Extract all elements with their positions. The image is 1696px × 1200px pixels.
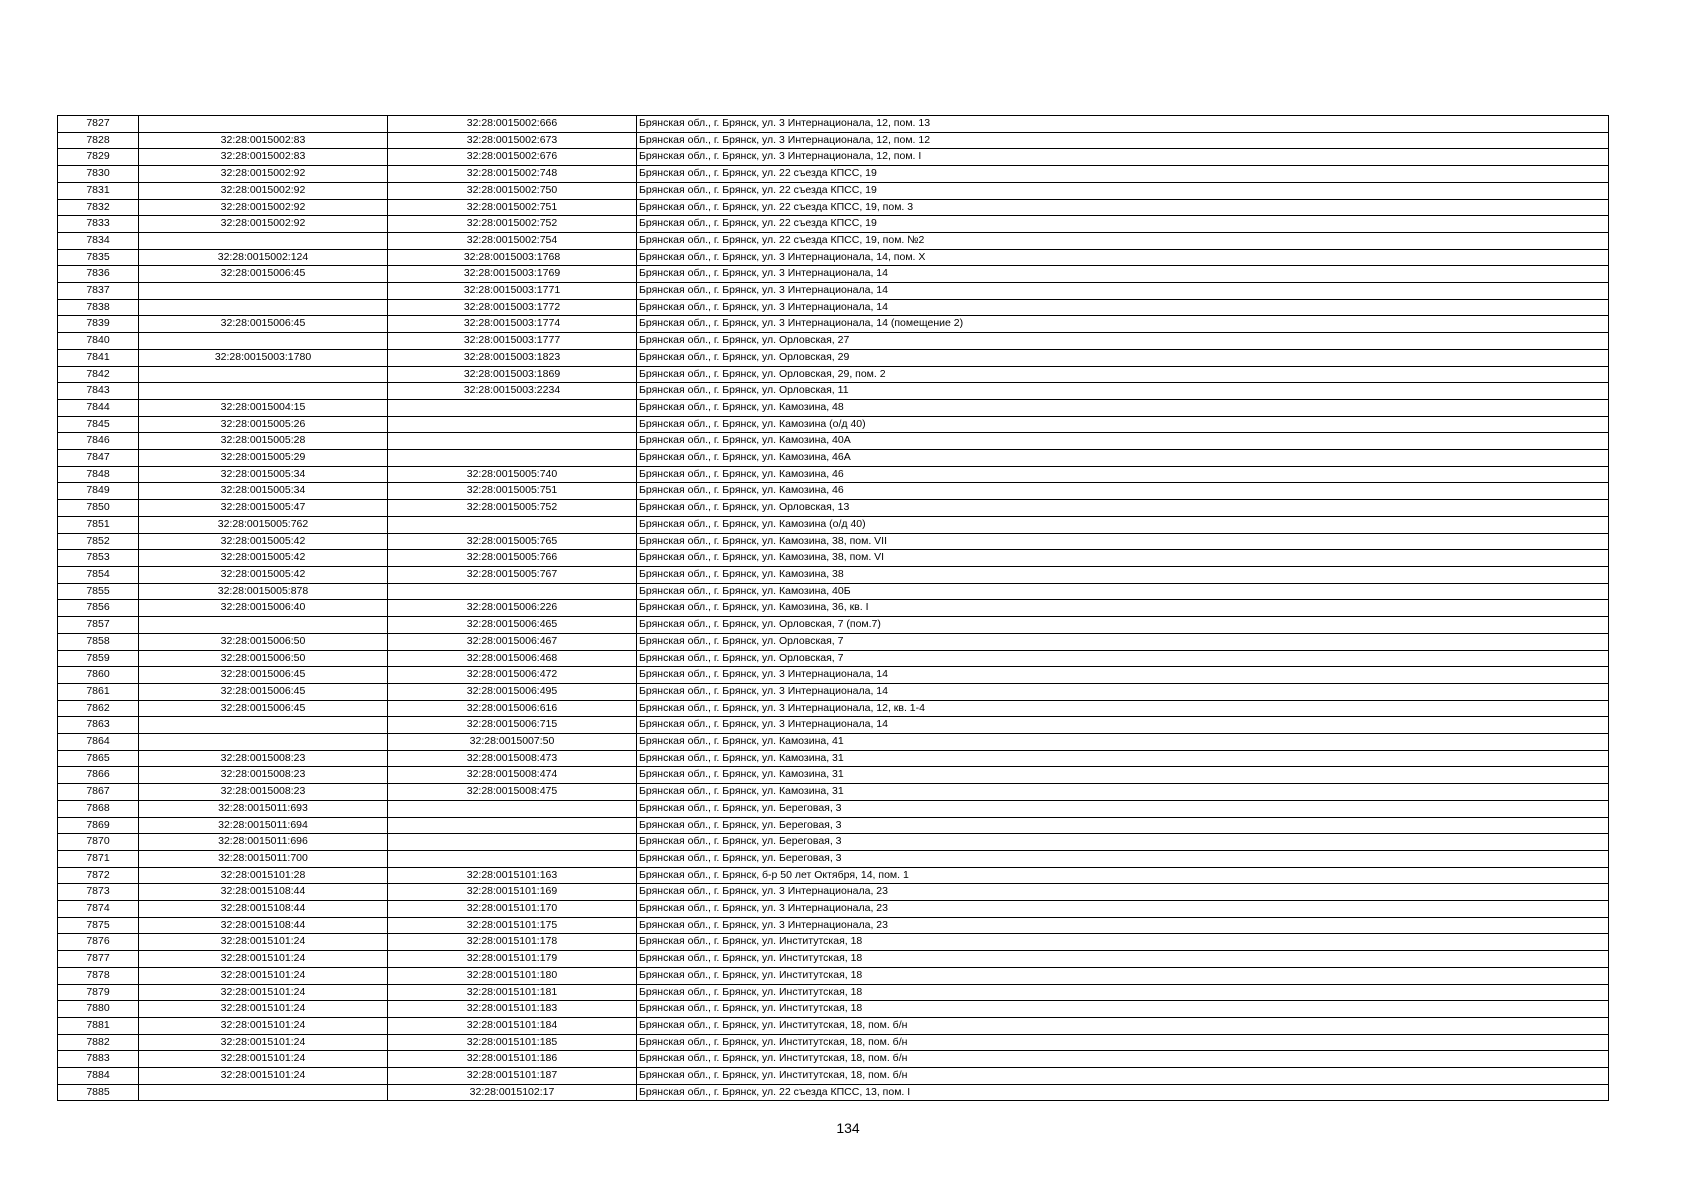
table-row [58, 683, 1609, 700]
table-row [58, 917, 1609, 934]
land-cadastral-number-cell: 32:28:0015005:878 [139, 583, 388, 600]
table-row [58, 583, 1609, 600]
building-cadastral-number-cell: 32:28:0015002:751 [388, 199, 637, 216]
address-cell: Брянская обл., г. Брянск, ул. Камозина, 40А [637, 433, 1609, 450]
address-cell: Брянская обл., г. Брянск, ул. 3 Интернационала, 23 [637, 901, 1609, 918]
table-row [58, 767, 1609, 784]
land-cadastral-number-cell: 32:28:0015002:83 [139, 149, 388, 166]
row-number-cell: 7880 [58, 1001, 139, 1018]
row-number-cell: 7879 [58, 984, 139, 1001]
table-row [58, 884, 1609, 901]
building-cadastral-number-cell: 32:28:0015003:1823 [388, 349, 637, 366]
address-cell: Брянская обл., г. Брянск, ул. Камозина, 38, пом. VII [637, 533, 1609, 550]
row-number-cell: 7853 [58, 550, 139, 567]
land-cadastral-number-cell: 32:28:0015101:24 [139, 984, 388, 1001]
building-cadastral-number-cell: 32:28:0015006:468 [388, 650, 637, 667]
land-cadastral-number-cell [139, 283, 388, 300]
table-row [58, 450, 1609, 467]
building-cadastral-number-cell: 32:28:0015002:748 [388, 166, 637, 183]
land-cadastral-number-cell: 32:28:0015101:24 [139, 934, 388, 951]
table-row [58, 1034, 1609, 1051]
land-cadastral-number-cell: 32:28:0015005:29 [139, 450, 388, 467]
row-number-cell: 7835 [58, 249, 139, 266]
row-number-cell: 7837 [58, 283, 139, 300]
row-number-cell: 7855 [58, 583, 139, 600]
building-cadastral-number-cell: 32:28:0015101:180 [388, 967, 637, 984]
row-number-cell: 7848 [58, 466, 139, 483]
building-cadastral-number-cell: 32:28:0015002:673 [388, 132, 637, 149]
building-cadastral-number-cell [388, 800, 637, 817]
row-number-cell: 7856 [58, 600, 139, 617]
table-row [58, 283, 1609, 300]
table-row [58, 1017, 1609, 1034]
land-cadastral-number-cell: 32:28:0015011:700 [139, 850, 388, 867]
table-row [58, 299, 1609, 316]
table-row [58, 750, 1609, 767]
land-cadastral-number-cell: 32:28:0015011:694 [139, 817, 388, 834]
registry-table-body [58, 116, 1609, 1101]
building-cadastral-number-cell: 32:28:0015101:181 [388, 984, 637, 1001]
address-cell: Брянская обл., г. Брянск, ул. Камозина, 31 [637, 750, 1609, 767]
building-cadastral-number-cell: 32:28:0015005:765 [388, 533, 637, 550]
building-cadastral-number-cell: 32:28:0015006:467 [388, 633, 637, 650]
building-cadastral-number-cell: 32:28:0015101:187 [388, 1068, 637, 1085]
row-number-cell: 7871 [58, 850, 139, 867]
building-cadastral-number-cell [388, 450, 637, 467]
land-cadastral-number-cell: 32:28:0015006:40 [139, 600, 388, 617]
table-row [58, 366, 1609, 383]
row-number-cell: 7884 [58, 1068, 139, 1085]
row-number-cell: 7845 [58, 416, 139, 433]
land-cadastral-number-cell: 32:28:0015002:124 [139, 249, 388, 266]
row-number-cell: 7861 [58, 683, 139, 700]
land-cadastral-number-cell: 32:28:0015005:47 [139, 500, 388, 517]
building-cadastral-number-cell: 32:28:0015006:616 [388, 700, 637, 717]
building-cadastral-number-cell: 32:28:0015003:1769 [388, 266, 637, 283]
building-cadastral-number-cell: 32:28:0015005:751 [388, 483, 637, 500]
row-number-cell: 7844 [58, 399, 139, 416]
table-row [58, 533, 1609, 550]
row-number-cell: 7828 [58, 132, 139, 149]
row-number-cell: 7851 [58, 516, 139, 533]
building-cadastral-number-cell: 32:28:0015006:495 [388, 683, 637, 700]
address-cell: Брянская обл., г. Брянск, ул. Институтская, 18 [637, 951, 1609, 968]
land-cadastral-number-cell: 32:28:0015005:28 [139, 433, 388, 450]
table-row [58, 466, 1609, 483]
address-cell: Брянская обл., г. Брянск, ул. Камозина, 46 [637, 483, 1609, 500]
building-cadastral-number-cell: 32:28:0015101:183 [388, 1001, 637, 1018]
building-cadastral-number-cell: 32:28:0015006:226 [388, 600, 637, 617]
address-cell: Брянская обл., г. Брянск, ул. 3 Интернационала, 14 [637, 683, 1609, 700]
row-number-cell: 7882 [58, 1034, 139, 1051]
building-cadastral-number-cell: 32:28:0015002:666 [388, 116, 637, 133]
address-cell: Брянская обл., г. Брянск, ул. 3 Интернационала, 14 [637, 283, 1609, 300]
building-cadastral-number-cell: 32:28:0015101:163 [388, 867, 637, 884]
table-row [58, 333, 1609, 350]
building-cadastral-number-cell: 32:28:0015008:473 [388, 750, 637, 767]
building-cadastral-number-cell [388, 433, 637, 450]
table-row [58, 967, 1609, 984]
row-number-cell: 7829 [58, 149, 139, 166]
building-cadastral-number-cell: 32:28:0015005:767 [388, 566, 637, 583]
address-cell: Брянская обл., г. Брянск, ул. Камозина, 48 [637, 399, 1609, 416]
table-row [58, 784, 1609, 801]
table-row [58, 550, 1609, 567]
table-row [58, 216, 1609, 233]
row-number-cell: 7876 [58, 934, 139, 951]
table-row [58, 416, 1609, 433]
building-cadastral-number-cell: 32:28:0015005:740 [388, 466, 637, 483]
table-row [58, 1051, 1609, 1068]
row-number-cell: 7868 [58, 800, 139, 817]
address-cell: Брянская обл., г. Брянск, ул. Камозина, 40Б [637, 583, 1609, 600]
land-cadastral-number-cell [139, 333, 388, 350]
address-cell: Брянская обл., г. Брянск, ул. Камозина (о/д 40) [637, 516, 1609, 533]
table-row [58, 149, 1609, 166]
land-cadastral-number-cell: 32:28:0015005:42 [139, 566, 388, 583]
address-cell: Брянская обл., г. Брянск, ул. Орловская, 11 [637, 383, 1609, 400]
row-number-cell: 7831 [58, 182, 139, 199]
address-cell: Брянская обл., г. Брянск, ул. Институтская, 18 [637, 984, 1609, 1001]
land-cadastral-number-cell: 32:28:0015006:45 [139, 316, 388, 333]
row-number-cell: 7863 [58, 717, 139, 734]
building-cadastral-number-cell: 32:28:0015005:752 [388, 500, 637, 517]
building-cadastral-number-cell: 32:28:0015002:754 [388, 232, 637, 249]
building-cadastral-number-cell: 32:28:0015002:752 [388, 216, 637, 233]
land-cadastral-number-cell [139, 717, 388, 734]
land-cadastral-number-cell: 32:28:0015101:24 [139, 1017, 388, 1034]
land-cadastral-number-cell: 32:28:0015006:50 [139, 633, 388, 650]
table-row [58, 266, 1609, 283]
address-cell: Брянская обл., г. Брянск, ул. Институтская, 18, пом. б/н [637, 1034, 1609, 1051]
land-cadastral-number-cell: 32:28:0015005:26 [139, 416, 388, 433]
table-row [58, 1001, 1609, 1018]
address-cell: Брянская обл., г. Брянск, ул. 3 Интернационала, 12, кв. 1-4 [637, 700, 1609, 717]
table-row [58, 199, 1609, 216]
table-row [58, 399, 1609, 416]
building-cadastral-number-cell: 32:28:0015008:475 [388, 784, 637, 801]
table-row [58, 566, 1609, 583]
building-cadastral-number-cell [388, 583, 637, 600]
land-cadastral-number-cell: 32:28:0015101:28 [139, 867, 388, 884]
table-row [58, 934, 1609, 951]
row-number-cell: 7866 [58, 767, 139, 784]
land-cadastral-number-cell [139, 232, 388, 249]
address-cell: Брянская обл., г. Брянск, ул. Камозина, 46А [637, 450, 1609, 467]
address-cell: Брянская обл., г. Брянск, ул. Камозина, 38, пом. VI [637, 550, 1609, 567]
building-cadastral-number-cell: 32:28:0015002:676 [388, 149, 637, 166]
row-number-cell: 7838 [58, 299, 139, 316]
address-cell: Брянская обл., г. Брянск, ул. 22 съезда КПСС, 19, пом. №2 [637, 232, 1609, 249]
address-cell: Брянская обл., г. Брянск, ул. 3 Интернационала, 14 [637, 717, 1609, 734]
row-number-cell: 7883 [58, 1051, 139, 1068]
address-cell: Брянская обл., г. Брянск, ул. Береговая, 3 [637, 834, 1609, 851]
building-cadastral-number-cell: 32:28:0015102:17 [388, 1084, 637, 1101]
land-cadastral-number-cell [139, 366, 388, 383]
row-number-cell: 7830 [58, 166, 139, 183]
row-number-cell: 7862 [58, 700, 139, 717]
address-cell: Брянская обл., г. Брянск, ул. Орловская, 7 (пом.7) [637, 617, 1609, 634]
table-row [58, 249, 1609, 266]
land-cadastral-number-cell: 32:28:0015101:24 [139, 1034, 388, 1051]
building-cadastral-number-cell: 32:28:0015003:1772 [388, 299, 637, 316]
row-number-cell: 7869 [58, 817, 139, 834]
land-cadastral-number-cell: 32:28:0015006:45 [139, 700, 388, 717]
address-cell: Брянская обл., г. Брянск, ул. Камозина, 31 [637, 784, 1609, 801]
building-cadastral-number-cell [388, 399, 637, 416]
row-number-cell: 7852 [58, 533, 139, 550]
row-number-cell: 7864 [58, 734, 139, 751]
table-row [58, 433, 1609, 450]
row-number-cell: 7877 [58, 951, 139, 968]
building-cadastral-number-cell: 32:28:0015003:1777 [388, 333, 637, 350]
row-number-cell: 7860 [58, 667, 139, 684]
land-cadastral-number-cell [139, 734, 388, 751]
table-row [58, 617, 1609, 634]
building-cadastral-number-cell [388, 834, 637, 851]
land-cadastral-number-cell: 32:28:0015006:45 [139, 266, 388, 283]
building-cadastral-number-cell: 32:28:0015003:1774 [388, 316, 637, 333]
land-cadastral-number-cell: 32:28:0015006:50 [139, 650, 388, 667]
land-cadastral-number-cell: 32:28:0015101:24 [139, 1068, 388, 1085]
address-cell: Брянская обл., г. Брянск, ул. Береговая, 3 [637, 800, 1609, 817]
building-cadastral-number-cell [388, 416, 637, 433]
building-cadastral-number-cell: 32:28:0015101:179 [388, 951, 637, 968]
page-number: 134 [836, 1120, 860, 1136]
address-cell: Брянская обл., г. Брянск, ул. Камозина, 38 [637, 566, 1609, 583]
table-row [58, 182, 1609, 199]
row-number-cell: 7834 [58, 232, 139, 249]
address-cell: Брянская обл., г. Брянск, ул. Институтская, 18 [637, 1001, 1609, 1018]
building-cadastral-number-cell: 32:28:0015101:169 [388, 884, 637, 901]
land-cadastral-number-cell: 32:28:0015011:696 [139, 834, 388, 851]
row-number-cell: 7832 [58, 199, 139, 216]
row-number-cell: 7841 [58, 349, 139, 366]
address-cell: Брянская обл., г. Брянск, ул. Орловская, 13 [637, 500, 1609, 517]
land-cadastral-number-cell: 32:28:0015101:24 [139, 951, 388, 968]
table-row [58, 901, 1609, 918]
building-cadastral-number-cell: 32:28:0015003:1771 [388, 283, 637, 300]
address-cell: Брянская обл., г. Брянск, ул. Орловская, 27 [637, 333, 1609, 350]
land-cadastral-number-cell: 32:28:0015005:34 [139, 483, 388, 500]
table-row [58, 817, 1609, 834]
address-cell: Брянская обл., г. Брянск, б-р 50 лет Октября, 14, пом. 1 [637, 867, 1609, 884]
address-cell: Брянская обл., г. Брянск, ул. Орловская, 29, пом. 2 [637, 366, 1609, 383]
building-cadastral-number-cell [388, 817, 637, 834]
land-cadastral-number-cell: 32:28:0015005:42 [139, 550, 388, 567]
land-cadastral-number-cell: 32:28:0015008:23 [139, 767, 388, 784]
table-row [58, 132, 1609, 149]
table-row [58, 232, 1609, 249]
address-cell: Брянская обл., г. Брянск, ул. Береговая, 3 [637, 817, 1609, 834]
address-cell: Брянская обл., г. Брянск, ул. Камозина, 41 [637, 734, 1609, 751]
address-cell: Брянская обл., г. Брянск, ул. 22 съезда КПСС, 19 [637, 166, 1609, 183]
address-cell: Брянская обл., г. Брянск, ул. Камозина, 36, кв. I [637, 600, 1609, 617]
address-cell: Брянская обл., г. Брянск, ул. 3 Интернационала, 14, пом. X [637, 249, 1609, 266]
land-cadastral-number-cell: 32:28:0015002:92 [139, 199, 388, 216]
building-cadastral-number-cell: 32:28:0015101:185 [388, 1034, 637, 1051]
building-cadastral-number-cell: 32:28:0015101:175 [388, 917, 637, 934]
land-cadastral-number-cell [139, 116, 388, 133]
table-row [58, 349, 1609, 366]
table-row [58, 734, 1609, 751]
land-cadastral-number-cell: 32:28:0015011:693 [139, 800, 388, 817]
building-cadastral-number-cell: 32:28:0015002:750 [388, 182, 637, 199]
land-cadastral-number-cell [139, 1084, 388, 1101]
table-row [58, 800, 1609, 817]
land-cadastral-number-cell: 32:28:0015002:83 [139, 132, 388, 149]
row-number-cell: 7865 [58, 750, 139, 767]
address-cell: Брянская обл., г. Брянск, ул. Институтская, 18, пом. б/н [637, 1017, 1609, 1034]
table-row [58, 316, 1609, 333]
table-row [58, 383, 1609, 400]
land-cadastral-number-cell: 32:28:0015006:45 [139, 683, 388, 700]
building-cadastral-number-cell: 32:28:0015101:184 [388, 1017, 637, 1034]
row-number-cell: 7873 [58, 884, 139, 901]
address-cell: Брянская обл., г. Брянск, ул. 22 съезда КПСС, 13, пом. I [637, 1084, 1609, 1101]
row-number-cell: 7878 [58, 967, 139, 984]
row-number-cell: 7846 [58, 433, 139, 450]
table-row [58, 166, 1609, 183]
table-row [58, 600, 1609, 617]
table-row [58, 951, 1609, 968]
land-cadastral-number-cell: 32:28:0015005:762 [139, 516, 388, 533]
row-number-cell: 7885 [58, 1084, 139, 1101]
address-cell: Брянская обл., г. Брянск, ул. Береговая, 3 [637, 850, 1609, 867]
address-cell: Брянская обл., г. Брянск, ул. Камозина (о/д 40) [637, 416, 1609, 433]
building-cadastral-number-cell: 32:28:0015005:766 [388, 550, 637, 567]
table-row [58, 483, 1609, 500]
row-number-cell: 7847 [58, 450, 139, 467]
row-number-cell: 7872 [58, 867, 139, 884]
address-cell: Брянская обл., г. Брянск, ул. 3 Интернационала, 14 [637, 299, 1609, 316]
land-cadastral-number-cell: 32:28:0015005:34 [139, 466, 388, 483]
land-cadastral-number-cell: 32:28:0015003:1780 [139, 349, 388, 366]
land-cadastral-number-cell: 32:28:0015101:24 [139, 1001, 388, 1018]
land-cadastral-number-cell: 32:28:0015002:92 [139, 166, 388, 183]
building-cadastral-number-cell: 32:28:0015006:472 [388, 667, 637, 684]
building-cadastral-number-cell: 32:28:0015003:2234 [388, 383, 637, 400]
land-cadastral-number-cell: 32:28:0015008:23 [139, 750, 388, 767]
land-cadastral-number-cell: 32:28:0015002:92 [139, 182, 388, 199]
land-cadastral-number-cell [139, 383, 388, 400]
row-number-cell: 7854 [58, 566, 139, 583]
address-cell: Брянская обл., г. Брянск, ул. Орловская, 7 [637, 650, 1609, 667]
table-row [58, 850, 1609, 867]
row-number-cell: 7849 [58, 483, 139, 500]
row-number-cell: 7842 [58, 366, 139, 383]
row-number-cell: 7874 [58, 901, 139, 918]
row-number-cell: 7850 [58, 500, 139, 517]
address-cell: Брянская обл., г. Брянск, ул. 3 Интернационала, 14 (помещение 2) [637, 316, 1609, 333]
table-row [58, 1068, 1609, 1085]
building-cadastral-number-cell: 32:28:0015006:465 [388, 617, 637, 634]
address-cell: Брянская обл., г. Брянск, ул. 3 Интернационала, 23 [637, 884, 1609, 901]
table-row [58, 667, 1609, 684]
row-number-cell: 7857 [58, 617, 139, 634]
address-cell: Брянская обл., г. Брянск, ул. 3 Интернационала, 12, пом. I [637, 149, 1609, 166]
address-cell: Брянская обл., г. Брянск, ул. 3 Интернационала, 12, пом. 13 [637, 116, 1609, 133]
land-cadastral-number-cell: 32:28:0015101:24 [139, 967, 388, 984]
table-row [58, 1084, 1609, 1101]
building-cadastral-number-cell: 32:28:0015101:178 [388, 934, 637, 951]
building-cadastral-number-cell: 32:28:0015003:1869 [388, 366, 637, 383]
table-row [58, 500, 1609, 517]
table-row [58, 650, 1609, 667]
address-cell: Брянская обл., г. Брянск, ул. Орловская, 29 [637, 349, 1609, 366]
land-cadastral-number-cell: 32:28:0015008:23 [139, 784, 388, 801]
table-row [58, 516, 1609, 533]
address-cell: Брянская обл., г. Брянск, ул. 3 Интернационала, 14 [637, 266, 1609, 283]
building-cadastral-number-cell [388, 850, 637, 867]
table-row [58, 116, 1609, 133]
table-row [58, 984, 1609, 1001]
building-cadastral-number-cell: 32:28:0015006:715 [388, 717, 637, 734]
building-cadastral-number-cell: 32:28:0015003:1768 [388, 249, 637, 266]
table-row [58, 867, 1609, 884]
row-number-cell: 7839 [58, 316, 139, 333]
land-cadastral-number-cell: 32:28:0015005:42 [139, 533, 388, 550]
address-cell: Брянская обл., г. Брянск, ул. 3 Интернационала, 12, пом. 12 [637, 132, 1609, 149]
row-number-cell: 7827 [58, 116, 139, 133]
land-cadastral-number-cell: 32:28:0015002:92 [139, 216, 388, 233]
land-cadastral-number-cell: 32:28:0015108:44 [139, 901, 388, 918]
address-cell: Брянская обл., г. Брянск, ул. 22 съезда КПСС, 19 [637, 182, 1609, 199]
row-number-cell: 7881 [58, 1017, 139, 1034]
building-cadastral-number-cell: 32:28:0015101:170 [388, 901, 637, 918]
row-number-cell: 7840 [58, 333, 139, 350]
table-row [58, 834, 1609, 851]
address-cell: Брянская обл., г. Брянск, ул. Институтская, 18, пом. б/н [637, 1068, 1609, 1085]
row-number-cell: 7875 [58, 917, 139, 934]
row-number-cell: 7833 [58, 216, 139, 233]
address-cell: Брянская обл., г. Брянск, ул. 3 Интернационала, 14 [637, 667, 1609, 684]
land-cadastral-number-cell [139, 617, 388, 634]
address-cell: Брянская обл., г. Брянск, ул. Камозина, 31 [637, 767, 1609, 784]
address-cell: Брянская обл., г. Брянск, ул. Институтская, 18, пом. б/н [637, 1051, 1609, 1068]
row-number-cell: 7867 [58, 784, 139, 801]
address-cell: Брянская обл., г. Брянск, ул. 22 съезда КПСС, 19 [637, 216, 1609, 233]
building-cadastral-number-cell: 32:28:0015008:474 [388, 767, 637, 784]
registry-table [57, 115, 1609, 1101]
building-cadastral-number-cell: 32:28:0015007:50 [388, 734, 637, 751]
address-cell: Брянская обл., г. Брянск, ул. 3 Интернационала, 23 [637, 917, 1609, 934]
row-number-cell: 7859 [58, 650, 139, 667]
address-cell: Брянская обл., г. Брянск, ул. Институтская, 18 [637, 934, 1609, 951]
land-cadastral-number-cell: 32:28:0015108:44 [139, 917, 388, 934]
row-number-cell: 7836 [58, 266, 139, 283]
land-cadastral-number-cell: 32:28:0015006:45 [139, 667, 388, 684]
row-number-cell: 7843 [58, 383, 139, 400]
address-cell: Брянская обл., г. Брянск, ул. Институтская, 18 [637, 967, 1609, 984]
land-cadastral-number-cell: 32:28:0015101:24 [139, 1051, 388, 1068]
table-row [58, 700, 1609, 717]
row-number-cell: 7858 [58, 633, 139, 650]
address-cell: Брянская обл., г. Брянск, ул. 22 съезда КПСС, 19, пом. 3 [637, 199, 1609, 216]
land-cadastral-number-cell: 32:28:0015108:44 [139, 884, 388, 901]
land-cadastral-number-cell: 32:28:0015004:15 [139, 399, 388, 416]
table-row [58, 717, 1609, 734]
address-cell: Брянская обл., г. Брянск, ул. Орловская, 7 [637, 633, 1609, 650]
address-cell: Брянская обл., г. Брянск, ул. Камозина, 46 [637, 466, 1609, 483]
row-number-cell: 7870 [58, 834, 139, 851]
building-cadastral-number-cell [388, 516, 637, 533]
building-cadastral-number-cell: 32:28:0015101:186 [388, 1051, 637, 1068]
table-row [58, 633, 1609, 650]
land-cadastral-number-cell [139, 299, 388, 316]
